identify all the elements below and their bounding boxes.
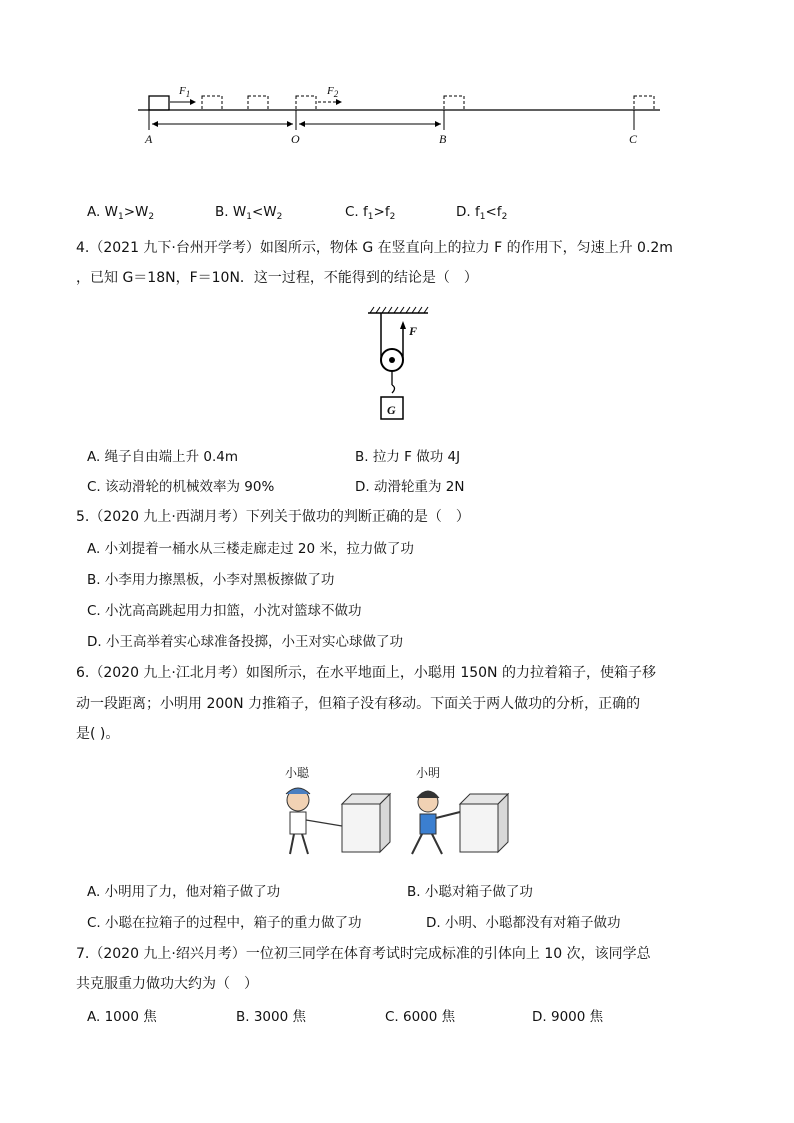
q7-stem-line1: 7.（2020 九上·绍兴月考）一位初三同学在体育考试时完成标准的引体向上 10 次，该同学总 [76,946,651,962]
q6-option-b[interactable]: B. 小聪对箱子做了功 [407,884,533,900]
label-F2: $F_2$ [327,85,339,99]
q6-stem-line2: 动一段距离；小明用 200N 力推箱子，但箱子没有移动。下面关于两人做功的分析，正确的 [76,696,641,712]
q5-option-d[interactable]: D. 小王高举着实心球准备投掷，小王对实心球做了功 [87,634,403,650]
motion-track-diagram [130,80,670,155]
figure-push-pull [270,762,530,862]
q4-option-d[interactable]: D. 动滑轮重为 2N [355,479,465,495]
q5-option-a[interactable]: A. 小刘提着一桶水从三楼走廊走过 20 米，拉力做了功 [87,541,414,557]
q6-option-d[interactable]: D. 小明、小聪都没有对箱子做功 [426,915,621,931]
q3-option-a[interactable]: A. $W_1>W_2$ [87,204,155,222]
label-O: O [291,132,300,146]
label-A: A [145,132,153,146]
q4-stem-line2: ，已知 G＝18N，F＝10N．这一过程，不能得到的结论是（ ） [76,270,478,286]
q4-option-a[interactable]: A. 绳子自由端上升 0.4m [87,449,238,465]
q7-option-a[interactable]: A. 1000 焦 [87,1009,157,1025]
q4-option-b[interactable]: B. 拉力 F 做功 4J [355,449,461,465]
q3-option-d[interactable]: D. $f_1<f_2$ [456,204,508,222]
label-F1: $F_1$ [179,85,191,99]
q6-option-a[interactable]: A. 小明用了力，他对箱子做了功 [87,884,281,900]
figure-name-left: 小聪 [285,766,310,780]
figure-motion-track [130,80,670,155]
q5-option-b[interactable]: B. 小李用力擦黑板，小李对黑板擦做了功 [87,572,335,588]
label-C: C [629,132,638,146]
pulley-label-F: F [409,324,418,338]
q3-option-b[interactable]: B. $W_1<W_2$ [215,204,283,222]
q3-option-c[interactable]: C. $f_1>f_2$ [345,204,396,222]
pulley-diagram [360,305,440,430]
q5-option-c[interactable]: C. 小沈高高跳起用力扣篮，小沈对篮球不做功 [87,603,362,619]
q7-option-d[interactable]: D. 9000 焦 [532,1009,604,1025]
q7-option-c[interactable]: C. 6000 焦 [385,1009,456,1025]
q7-stem-line2: 共克服重力做功大约为（ ） [76,976,258,992]
q6-stem-line1: 6.（2020 九上·江北月考）如图所示，在水平地面上，小聪用 150N 的力拉着箱子，使箱子移 [76,665,656,681]
figure-pulley [360,305,440,430]
label-B: B [439,132,447,146]
q7-option-b[interactable]: B. 3000 焦 [236,1009,306,1025]
q4-stem-line1: 4.（2021 九下·台州开学考）如图所示，物体 G 在竖直向上的拉力 F 的作用下，匀速上升 0.2m [76,240,673,256]
q6-stem-line3: 是( )。 [76,726,120,742]
q4-option-c[interactable]: C. 该动滑轮的机械效率为 90% [87,479,275,495]
q6-option-c[interactable]: C. 小聪在拉箱子的过程中，箱子的重力做了功 [87,915,362,931]
pulley-label-G: G [387,403,396,417]
figure-name-right: 小明 [416,766,441,780]
q5-stem-line1: 5.（2020 九上·西湖月考）下列关于做功的判断正确的是（ ） [76,509,470,525]
